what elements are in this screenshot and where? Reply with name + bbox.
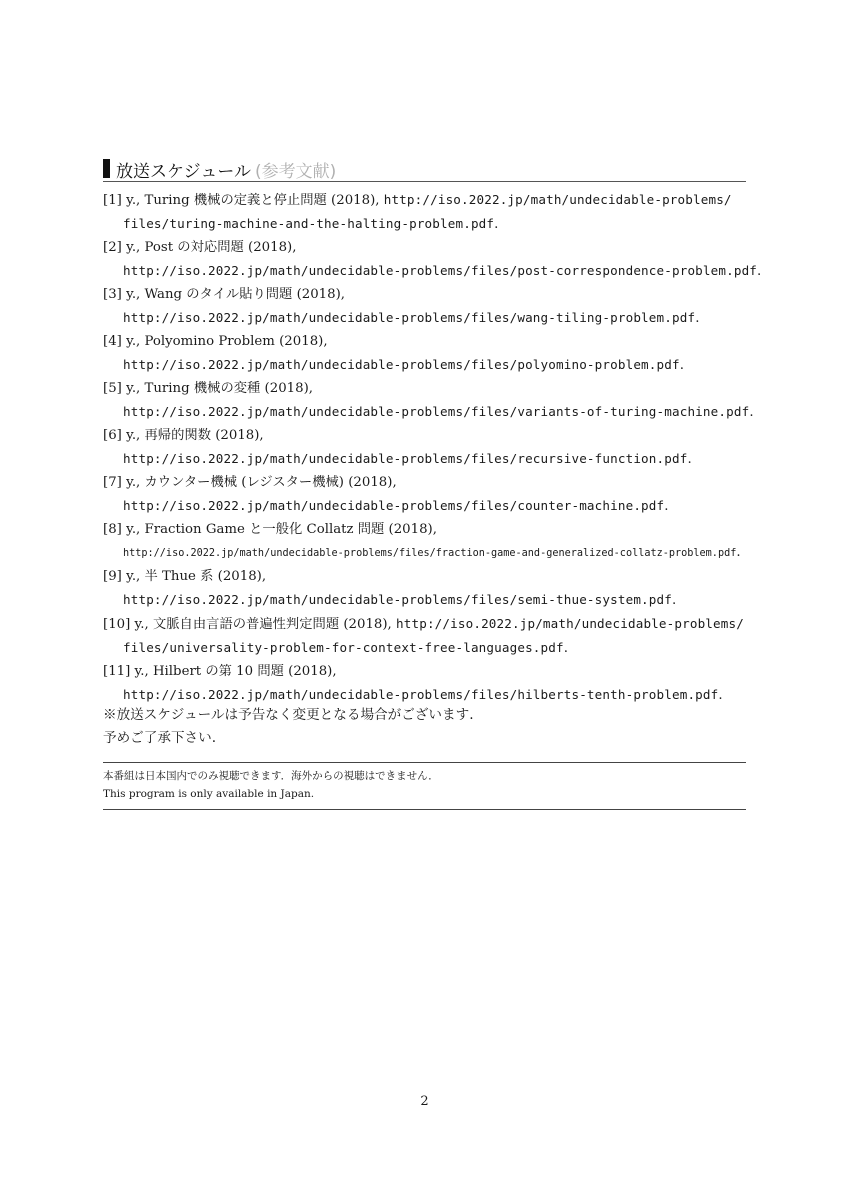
reference-url[interactable]: http://iso.2022.jp/math/undecidable-problems/files/polyomino-problem.pdf [123,357,680,372]
reference-item [103,660,746,707]
reference-url[interactable]: http://iso.2022.jp/math/undecidable-problems/ [383,192,732,207]
reference-number: [9] [103,569,122,584]
reference-url[interactable]: http://iso.2022.jp/math/undecidable-problems/files/post-correspondence-problem.pdf [123,263,758,278]
availability-footnote [103,767,439,803]
reference-text: y., Turing 機械の定義と停止問題 (2018), [126,193,380,208]
notice-line: 予めご了承下さい. [103,730,217,746]
reference-number: [10] [103,617,131,632]
reference-period: . [563,641,568,656]
reference-item [103,283,746,330]
reference-item [103,424,746,471]
footnote-divider-bottom [103,809,746,810]
reference-number: [1] [103,193,122,208]
reference-item [103,330,746,377]
reference-url[interactable]: http://iso.2022.jp/math/undecidable-problems/files/wang-tiling-problem.pdf [123,310,696,325]
reference-number: [5] [103,381,122,396]
reference-url[interactable]: http://iso.2022.jp/math/undecidable-problems/files/fraction-game-and-generalized-collatz-problem.pdf [123,548,737,559]
reference-item [103,612,746,660]
reference-url[interactable]: http://iso.2022.jp/math/undecidable-problems/files/variants-of-turing-machine.pdf [123,404,750,419]
reference-text: y., カウンター機械 (レジスター機械) (2018), [126,475,397,490]
reference-number: [3] [103,287,122,302]
reference-text: y., 半 Thue 系 (2018), [126,569,267,584]
reference-number: [4] [103,334,122,349]
reference-text: y., Hilbert の第 10 問題 (2018), [134,664,337,679]
reference-item [103,188,746,236]
reference-url[interactable]: files/turing-machine-and-the-halting-problem.pdf [123,216,495,231]
reference-period: . [664,499,669,514]
section-title-text: 放送スケジュール [116,162,251,182]
reference-period: . [736,545,741,560]
reference-period: . [695,311,700,326]
reference-list [103,188,762,707]
reference-text: y., Turing 機械の変種 (2018), [126,381,314,396]
notice-line: ※放送スケジュールは予告なく変更となる場合がございます. [103,707,474,723]
reference-url[interactable]: http://iso.2022.jp/math/undecidable-problems/files/counter-machine.pdf [123,498,665,513]
reference-url[interactable]: http://iso.2022.jp/math/undecidable-problems/ [396,616,744,631]
reference-text: y., Post の対応問題 (2018), [126,240,297,255]
reference-period: . [679,358,684,373]
reference-period: . [671,593,677,608]
page-number: 2 [420,1094,429,1109]
footnote-english: This program is only available in Japan. [103,788,315,800]
reference-number: [6] [103,428,122,443]
footnote-divider-top [103,762,746,763]
reference-url[interactable]: files/universality-problem-for-context-free-languages.pdf [123,640,564,655]
reference-number: [11] [103,664,131,679]
reference-text: y., Polyomino Problem (2018), [126,334,328,349]
reference-period: . [494,217,499,232]
reference-text: y., Wang のタイル貼り問題 (2018), [126,287,346,302]
reference-item [103,518,746,565]
section-marker-bar [103,159,110,178]
reference-text: y., 再帰的関数 (2018), [126,428,264,443]
schedule-notice [103,704,474,750]
reference-url[interactable]: http://iso.2022.jp/math/undecidable-problems/files/semi-thue-system.pdf [123,592,672,607]
reference-url[interactable]: http://iso.2022.jp/math/undecidable-problems/files/recursive-function.pdf [123,451,688,466]
reference-number: [2] [103,240,122,255]
section-header [103,156,746,182]
section-title [116,157,336,182]
reference-period: . [749,405,754,420]
section-subtitle: (参考文献) [254,162,337,182]
reference-period: . [718,688,723,703]
reference-period: . [687,452,692,467]
reference-period: . [757,264,762,279]
reference-number: [8] [103,522,122,537]
footnote-japanese: 本番組は日本国内でのみ視聴できます．海外からの視聴はできません． [103,770,439,782]
reference-number: [7] [103,475,122,490]
reference-url[interactable]: http://iso.2022.jp/math/undecidable-problems/files/hilberts-tenth-problem.pdf [123,687,719,702]
reference-text: y., Fraction Game と一般化 Collatz 問題 (2018), [126,522,437,537]
reference-item [103,377,754,424]
reference-item [103,471,746,518]
reference-text: y., 文脈自由言語の普遍性判定問題 (2018), [134,617,392,632]
reference-item [103,236,762,283]
reference-item [103,565,746,612]
